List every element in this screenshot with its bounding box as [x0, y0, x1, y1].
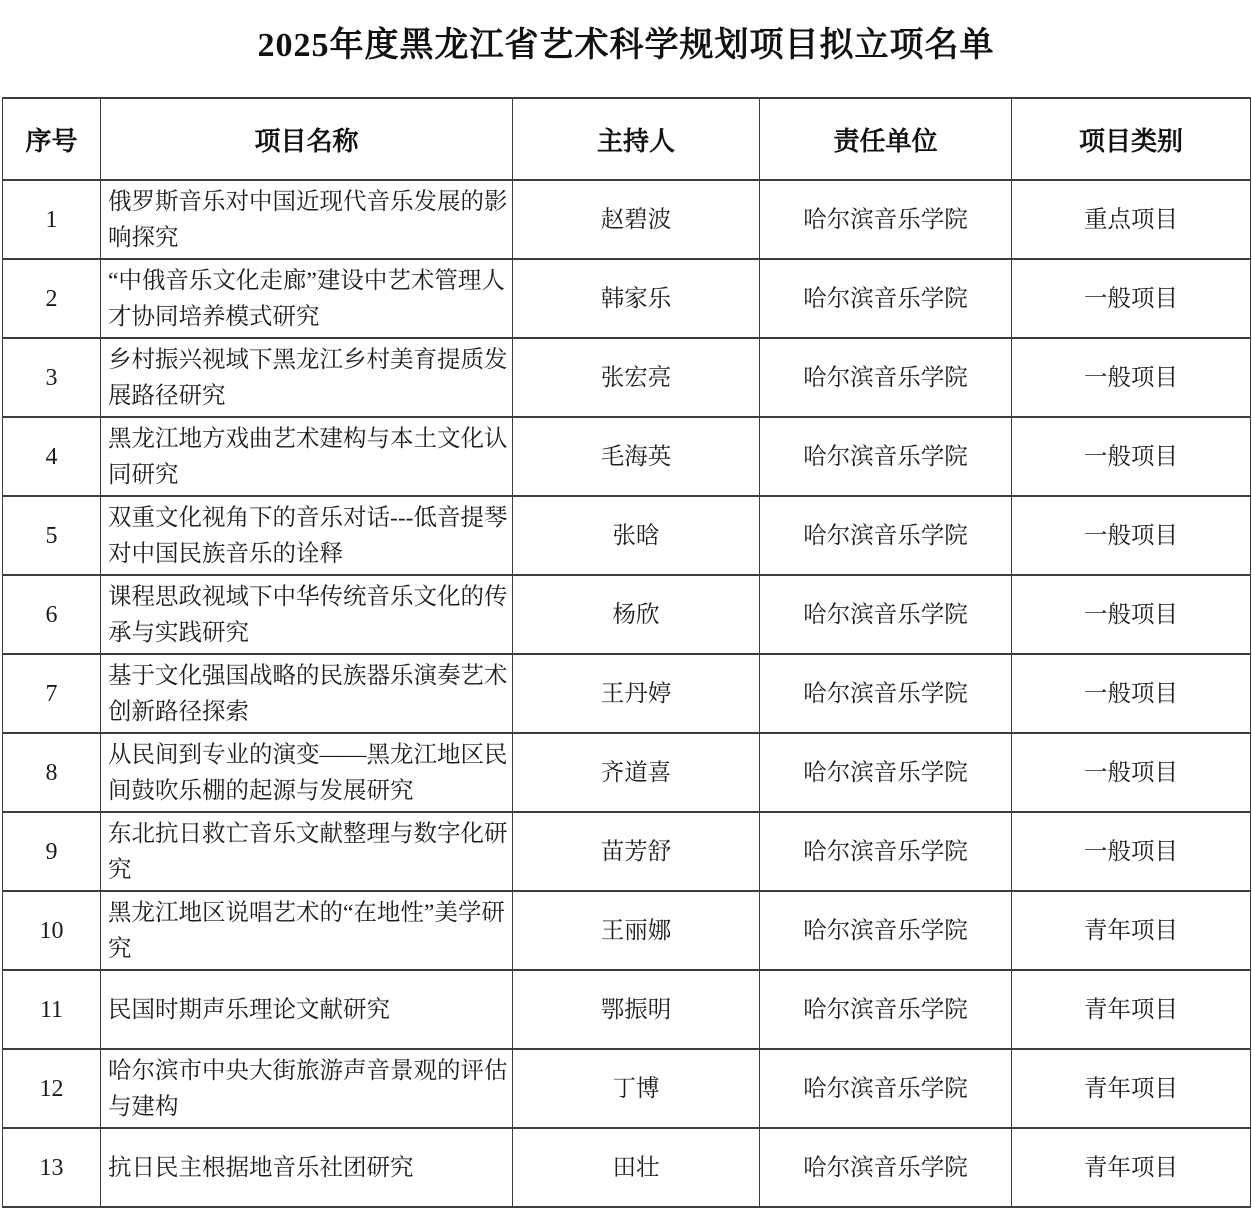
cell-unit: 哈尔滨音乐学院 — [760, 970, 1012, 1049]
cell-unit: 哈尔滨音乐学院 — [760, 891, 1012, 970]
cell-serial: 8 — [3, 733, 101, 812]
table-body — [3, 180, 1251, 1207]
cell-leader: 杨欣 — [513, 575, 760, 654]
cell-project-name: 俄罗斯音乐对中国近现代音乐发展的影响探究 — [101, 180, 513, 259]
cell-category: 一般项目 — [1012, 812, 1251, 891]
cell-serial: 7 — [3, 654, 101, 733]
cell-serial: 9 — [3, 812, 101, 891]
table-row — [3, 812, 1251, 891]
cell-project-name: 乡村振兴视域下黑龙江乡村美育提质发展路径研究 — [101, 338, 513, 417]
cell-category: 青年项目 — [1012, 891, 1251, 970]
cell-project-name: “中俄音乐文化走廊”建设中艺术管理人才协同培养模式研究 — [101, 259, 513, 338]
table-row — [3, 970, 1251, 1049]
cell-unit: 哈尔滨音乐学院 — [760, 654, 1012, 733]
cell-leader: 丁博 — [513, 1049, 760, 1128]
cell-leader: 毛海英 — [513, 417, 760, 496]
cell-leader: 田壮 — [513, 1128, 760, 1207]
cell-serial: 4 — [3, 417, 101, 496]
cell-unit: 哈尔滨音乐学院 — [760, 338, 1012, 417]
cell-leader: 王丽娜 — [513, 891, 760, 970]
cell-serial: 13 — [3, 1128, 101, 1207]
header-cell-unit: 责任单位 — [760, 98, 1012, 180]
cell-project-name: 哈尔滨市中央大街旅游声音景观的评估与建构 — [101, 1049, 513, 1128]
cell-project-name: 基于文化强国战略的民族器乐演奏艺术创新路径探索 — [101, 654, 513, 733]
cell-category: 一般项目 — [1012, 733, 1251, 812]
table-row — [3, 575, 1251, 654]
cell-leader: 赵碧波 — [513, 180, 760, 259]
cell-project-name: 抗日民主根据地音乐社团研究 — [101, 1128, 513, 1207]
header-cell-name: 项目名称 — [101, 98, 513, 180]
cell-project-name: 黑龙江地方戏曲艺术建构与本土文化认同研究 — [101, 417, 513, 496]
header-cell-category: 项目类别 — [1012, 98, 1251, 180]
table-header-row — [3, 98, 1251, 180]
cell-leader: 张晗 — [513, 496, 760, 575]
page-title: 2025年度黑龙江省艺术科学规划项目拟立项名单 — [257, 27, 995, 64]
table-row — [3, 1128, 1251, 1207]
cell-serial: 3 — [3, 338, 101, 417]
table-row — [3, 338, 1251, 417]
cell-category: 一般项目 — [1012, 259, 1251, 338]
table-row — [3, 417, 1251, 496]
cell-category: 重点项目 — [1012, 180, 1251, 259]
cell-project-name: 课程思政视域下中华传统音乐文化的传承与实践研究 — [101, 575, 513, 654]
cell-unit: 哈尔滨音乐学院 — [760, 496, 1012, 575]
cell-leader: 王丹婷 — [513, 654, 760, 733]
header-cell-serial: 序号 — [3, 98, 101, 180]
cell-project-name: 双重文化视角下的音乐对话---低音提琴对中国民族音乐的诠释 — [101, 496, 513, 575]
cell-project-name: 东北抗日救亡音乐文献整理与数字化研究 — [101, 812, 513, 891]
cell-leader: 齐道喜 — [513, 733, 760, 812]
cell-category: 一般项目 — [1012, 496, 1251, 575]
table-row — [3, 259, 1251, 338]
cell-category: 青年项目 — [1012, 970, 1251, 1049]
cell-leader: 苗芳舒 — [513, 812, 760, 891]
cell-serial: 1 — [3, 180, 101, 259]
cell-category: 一般项目 — [1012, 575, 1251, 654]
cell-category: 一般项目 — [1012, 654, 1251, 733]
cell-project-name: 黑龙江地区说唱艺术的“在地性”美学研究 — [101, 891, 513, 970]
cell-serial: 5 — [3, 496, 101, 575]
cell-unit: 哈尔滨音乐学院 — [760, 812, 1012, 891]
cell-unit: 哈尔滨音乐学院 — [760, 1128, 1012, 1207]
cell-category: 一般项目 — [1012, 417, 1251, 496]
cell-category: 青年项目 — [1012, 1128, 1251, 1207]
cell-serial: 10 — [3, 891, 101, 970]
cell-unit: 哈尔滨音乐学院 — [760, 180, 1012, 259]
cell-category: 青年项目 — [1012, 1049, 1251, 1128]
projects-table — [2, 97, 1251, 1208]
cell-project-name: 从民间到专业的演变——黑龙江地区民间鼓吹乐棚的起源与发展研究 — [101, 733, 513, 812]
cell-serial: 11 — [3, 970, 101, 1049]
cell-project-name: 民国时期声乐理论文献研究 — [101, 970, 513, 1049]
cell-leader: 韩家乐 — [513, 259, 760, 338]
cell-unit: 哈尔滨音乐学院 — [760, 733, 1012, 812]
table-row — [3, 1049, 1251, 1128]
table-row — [3, 654, 1251, 733]
cell-serial: 6 — [3, 575, 101, 654]
table-row — [3, 180, 1251, 259]
cell-unit: 哈尔滨音乐学院 — [760, 259, 1012, 338]
table-row — [3, 496, 1251, 575]
cell-leader: 张宏亮 — [513, 338, 760, 417]
cell-unit: 哈尔滨音乐学院 — [760, 417, 1012, 496]
cell-unit: 哈尔滨音乐学院 — [760, 575, 1012, 654]
cell-category: 一般项目 — [1012, 338, 1251, 417]
cell-serial: 12 — [3, 1049, 101, 1128]
cell-leader: 鄂振明 — [513, 970, 760, 1049]
header-cell-leader: 主持人 — [513, 98, 760, 180]
cell-unit: 哈尔滨音乐学院 — [760, 1049, 1012, 1128]
cell-serial: 2 — [3, 259, 101, 338]
table-row — [3, 733, 1251, 812]
table-row — [3, 891, 1251, 970]
